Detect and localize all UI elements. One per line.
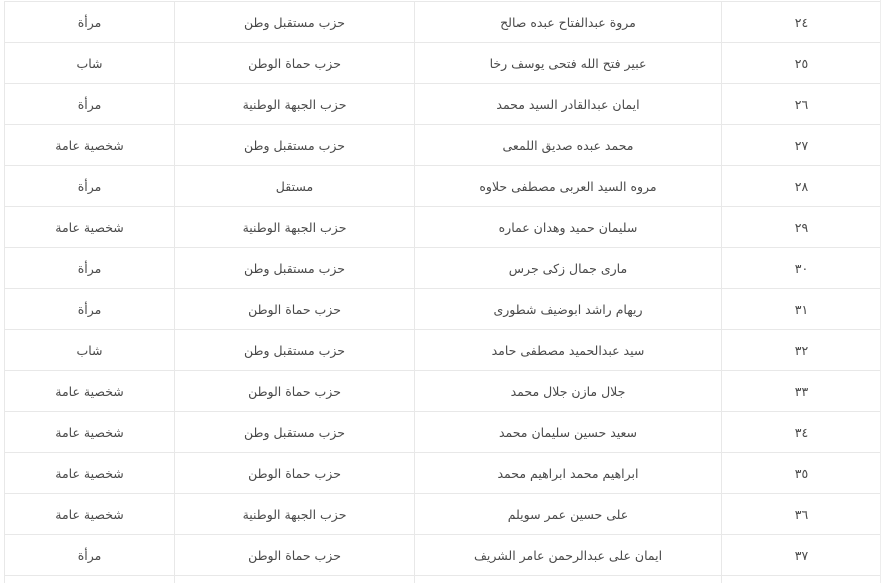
cell-name: ايمان على عبدالرحمن عامر الشريف — [415, 535, 722, 576]
cell-number: ٣٣ — [722, 371, 882, 412]
cell-category: شخصية عامة — [5, 494, 175, 535]
table-row — [5, 166, 882, 207]
cell-party: حزب حماة الوطن — [175, 371, 415, 412]
cell-category: مرأة — [5, 84, 175, 125]
cell-party: حزب مستقبل وطن — [175, 330, 415, 371]
cell-category: مرأة — [5, 289, 175, 330]
cell-party: حزب مستقبل وطن — [175, 2, 415, 43]
cell-name: ايمان عبدالقادر السيد محمد — [415, 84, 722, 125]
cell-number: ٢٧ — [722, 125, 882, 166]
cell-party: حزب مستقبل وطن — [175, 412, 415, 453]
cell-number: ٢٤ — [722, 2, 882, 43]
table-row — [5, 453, 882, 494]
cell-name — [415, 576, 722, 583]
cell-party: حزب الجبهة الوطنية — [175, 207, 415, 248]
table-row — [5, 207, 882, 248]
cell-name: محمد عبده صديق اللمعى — [415, 125, 722, 166]
cell-number: ٣٤ — [722, 412, 882, 453]
cell-party: حزب حماة الوطن — [175, 289, 415, 330]
cell-category: شخصية عامة — [5, 207, 175, 248]
cell-party: حزب مستقبل وطن — [175, 125, 415, 166]
cell-category: مرأة — [5, 166, 175, 207]
cell-category: مرأة — [5, 248, 175, 289]
table-row — [5, 248, 882, 289]
table-row — [5, 125, 882, 166]
cell-category: مرأة — [5, 2, 175, 43]
table-row — [5, 43, 882, 84]
cell-name: على حسين عمر سويلم — [415, 494, 722, 535]
cell-name: مروه السيد العربى مصطفى حلاوه — [415, 166, 722, 207]
cell-number: ٣١ — [722, 289, 882, 330]
table-row — [5, 535, 882, 576]
cell-number: ٣٦ — [722, 494, 882, 535]
cell-number: ٣٢ — [722, 330, 882, 371]
cell-number: ٢٨ — [722, 166, 882, 207]
cell-name: ابراهيم محمد ابراهيم محمد — [415, 453, 722, 494]
cell-category: شخصية عامة — [5, 412, 175, 453]
cell-name: سيد عبدالحميد مصطفى حامد — [415, 330, 722, 371]
cell-name: ريهام راشد ابوضيف شطورى — [415, 289, 722, 330]
cell-name: سليمان حميد وهدان عماره — [415, 207, 722, 248]
cell-category — [5, 576, 175, 583]
table-row — [5, 84, 882, 125]
cell-number: ٣٧ — [722, 535, 882, 576]
table-row — [5, 576, 882, 583]
cell-party: حزب مستقبل وطن — [175, 248, 415, 289]
table-row — [5, 289, 882, 330]
cell-number: ٢٩ — [722, 207, 882, 248]
cell-name: مروة عبدالفتاح عبده صالح — [415, 2, 722, 43]
cell-party: حزب حماة الوطن — [175, 535, 415, 576]
cell-number: ٣٥ — [722, 453, 882, 494]
cell-party — [175, 576, 415, 583]
table-row — [5, 330, 882, 371]
page-edge-strip — [880, 0, 893, 583]
cell-number: ٢٦ — [722, 84, 882, 125]
cell-number: ٢٥ — [722, 43, 882, 84]
cell-party: حزب الجبهة الوطنية — [175, 84, 415, 125]
cell-name: سعيد حسين سليمان محمد — [415, 412, 722, 453]
cell-name: مارى جمال زكى جرس — [415, 248, 722, 289]
candidates-table-container — [4, 1, 881, 583]
cell-party: حزب حماة الوطن — [175, 453, 415, 494]
table-body — [5, 2, 882, 583]
cell-category: شاب — [5, 330, 175, 371]
cell-category: مرأة — [5, 535, 175, 576]
cell-category: شخصية عامة — [5, 371, 175, 412]
table-row — [5, 494, 882, 535]
cell-category: شاب — [5, 43, 175, 84]
table-row — [5, 412, 882, 453]
table-row — [5, 2, 882, 43]
candidates-table — [4, 1, 882, 583]
cell-name: جلال مازن جلال محمد — [415, 371, 722, 412]
cell-name: عبير فتح الله فتحى يوسف رخا — [415, 43, 722, 84]
cell-party: حزب الجبهة الوطنية — [175, 494, 415, 535]
cell-category: شخصية عامة — [5, 125, 175, 166]
cell-party: حزب حماة الوطن — [175, 43, 415, 84]
cell-number — [722, 576, 882, 583]
table-row — [5, 371, 882, 412]
cell-category: شخصية عامة — [5, 453, 175, 494]
cell-number: ٣٠ — [722, 248, 882, 289]
cell-party: مستقل — [175, 166, 415, 207]
